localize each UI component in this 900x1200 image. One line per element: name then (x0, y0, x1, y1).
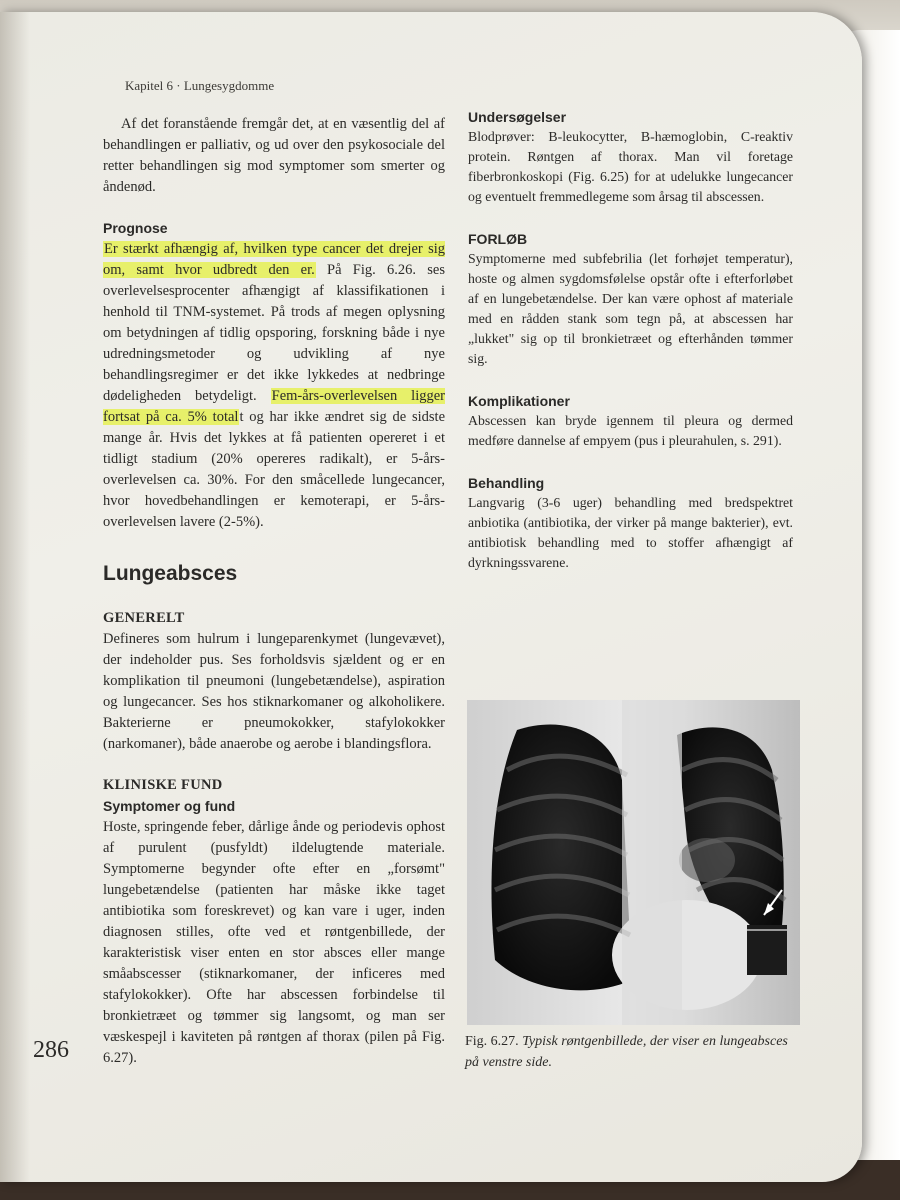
spine-shadow (0, 12, 30, 1182)
behandling-heading: Behandling (468, 475, 545, 491)
prognose-text-2: t og har ikke ændret sig de sidste mange år. Hvis det lykkes at få patienten opereret i et tidligt stadium (20% opereres radikalt), er 5-års-overlevelsen ca. 30%. For den småcellede lungecancer, hvor hovedbehandlingen er kemoterapi, er 5-års-overlevelsen lavere (2-5%). (103, 409, 446, 530)
undersogelser-paragraph: Blodprøver: B-leukocytter, B-hæmoglobin, C-reaktiv protein. Røntgen af thorax. Man vil foretage fiberbronkoskopi (Fig. 6.25) for at udelukke lungecancer og eventuelt fremmedlegeme som årsag til abscessen. (468, 129, 793, 204)
highlighted-text: Er stærkt afhængig af, hvilken type cancer det drejer sig om, samt hvor udbredt den er. (103, 241, 445, 278)
komplikationer-paragraph: Abscessen kan bryde igennem til pleura og dermed medføre dannelse af empyem (pus i pleurahulen, s. 291). (468, 413, 793, 448)
left-column (103, 114, 445, 1069)
generelt-paragraph: Defineres som hulrum i lungeparenkymet (lungevævet), der indeholder pus. Ses forholdsvis sjældent og er en komplikation til pneumoni (lungebetændelse), aspiration og lungecancer. Ses hos stiknarkomaner og alkoholikere. Bakterierne er pneumokokker, stafylokokker (narkomaner), både anaerobe og aerobe i blandingsflora. (103, 631, 445, 752)
forlob-paragraph: Symptomerne med subfebrilia (let forhøjet temperatur), hoste og almen sygdomsfølelse opstår ofte i efterforløbet af en lungebetændelse. Der kan være ophost af materiale med en rådden stank som tegn på, at abscessen har „lukket" sig op til bronkietræet og efterhånden tømmer sig. (468, 251, 793, 366)
chest-xray-image (467, 700, 800, 1025)
behandling-paragraph: Langvarig (3-6 uger) behandling med bredspektret anbiotika (antibiotika, der virker på mange bakterier), evt. antibiotisk behandling med to stoffer afhængigt af dyrkningssvarene. (468, 495, 793, 570)
kliniske-fund-heading: KLINISKE FUND (103, 777, 223, 793)
xray-drawing (467, 700, 800, 1025)
caption-number: Fig. 6.27. (465, 1034, 519, 1049)
section-title: Lungeabsces (103, 562, 238, 585)
running-head: Kapitel 6 · Lungesygdomme (125, 78, 275, 93)
intro-paragraph: Af det foranstående fremgår det, at en væsentlig del af behandlingen er palliativ, og ud over den psykosociale del retter behandlingen sig mod symptomer som smerter og åndenød. (103, 116, 445, 195)
page-number: 286 (33, 1037, 69, 1063)
figure-caption (465, 1031, 805, 1073)
forlob-heading: FORLØB (468, 231, 528, 247)
komplikationer-heading: Komplikationer (468, 393, 570, 409)
symptomer-paragraph: Hoste, springende feber, dårlige ånde og periodevis ophost af purulent (pusfyldt) ildelugtende materiale. Symptomerne begynder ofte efter en „forsømt" lungebetændelse (patienten har måske ikke taget antibiotika som foreskrevet) og kan vare i uger, inden diagnosen stilles, ofte ved et røntgenbillede, der karakteristisk viser enten en stor absces eller mange småabscesser (stiknarkomaner, der inficeres med stafylokokker). Ofte har abscessen forbindelse til bronkietræet og tømmer sig langsomt, og man ser væskespejl i kaviteten på røntgen af thorax (pilen på Fig. 6.27). (103, 819, 445, 1066)
caption-text: Typisk røntgenbillede, der viser en lungeabsces på venstre side. (465, 1034, 788, 1070)
prognose-heading: Prognose (103, 220, 168, 236)
prognose-text-1: På Fig. 6.26. ses overlevelsesprocenter afhængigt af klassifikationen i henhold til TNM-systemet. På trods af megen oplysning om betydningen af tidlig opsporing, forskning både i nye udredningsmetoder og udvikling af nye behandlingsregimer er det ikke lykkedes at nedbringe dødeligheden betydeligt. (103, 262, 445, 404)
prognose-paragraph (103, 239, 445, 533)
undersogelser-heading: Undersøgelser (468, 109, 567, 125)
right-column (468, 107, 793, 573)
generelt-heading: GENERELT (103, 610, 185, 626)
book-page (0, 12, 862, 1182)
symptomer-heading: Symptomer og fund (103, 798, 236, 814)
highlighted-text: Fem-års-overlevelsen ligger fortsat på ca. 5% total (103, 388, 446, 425)
